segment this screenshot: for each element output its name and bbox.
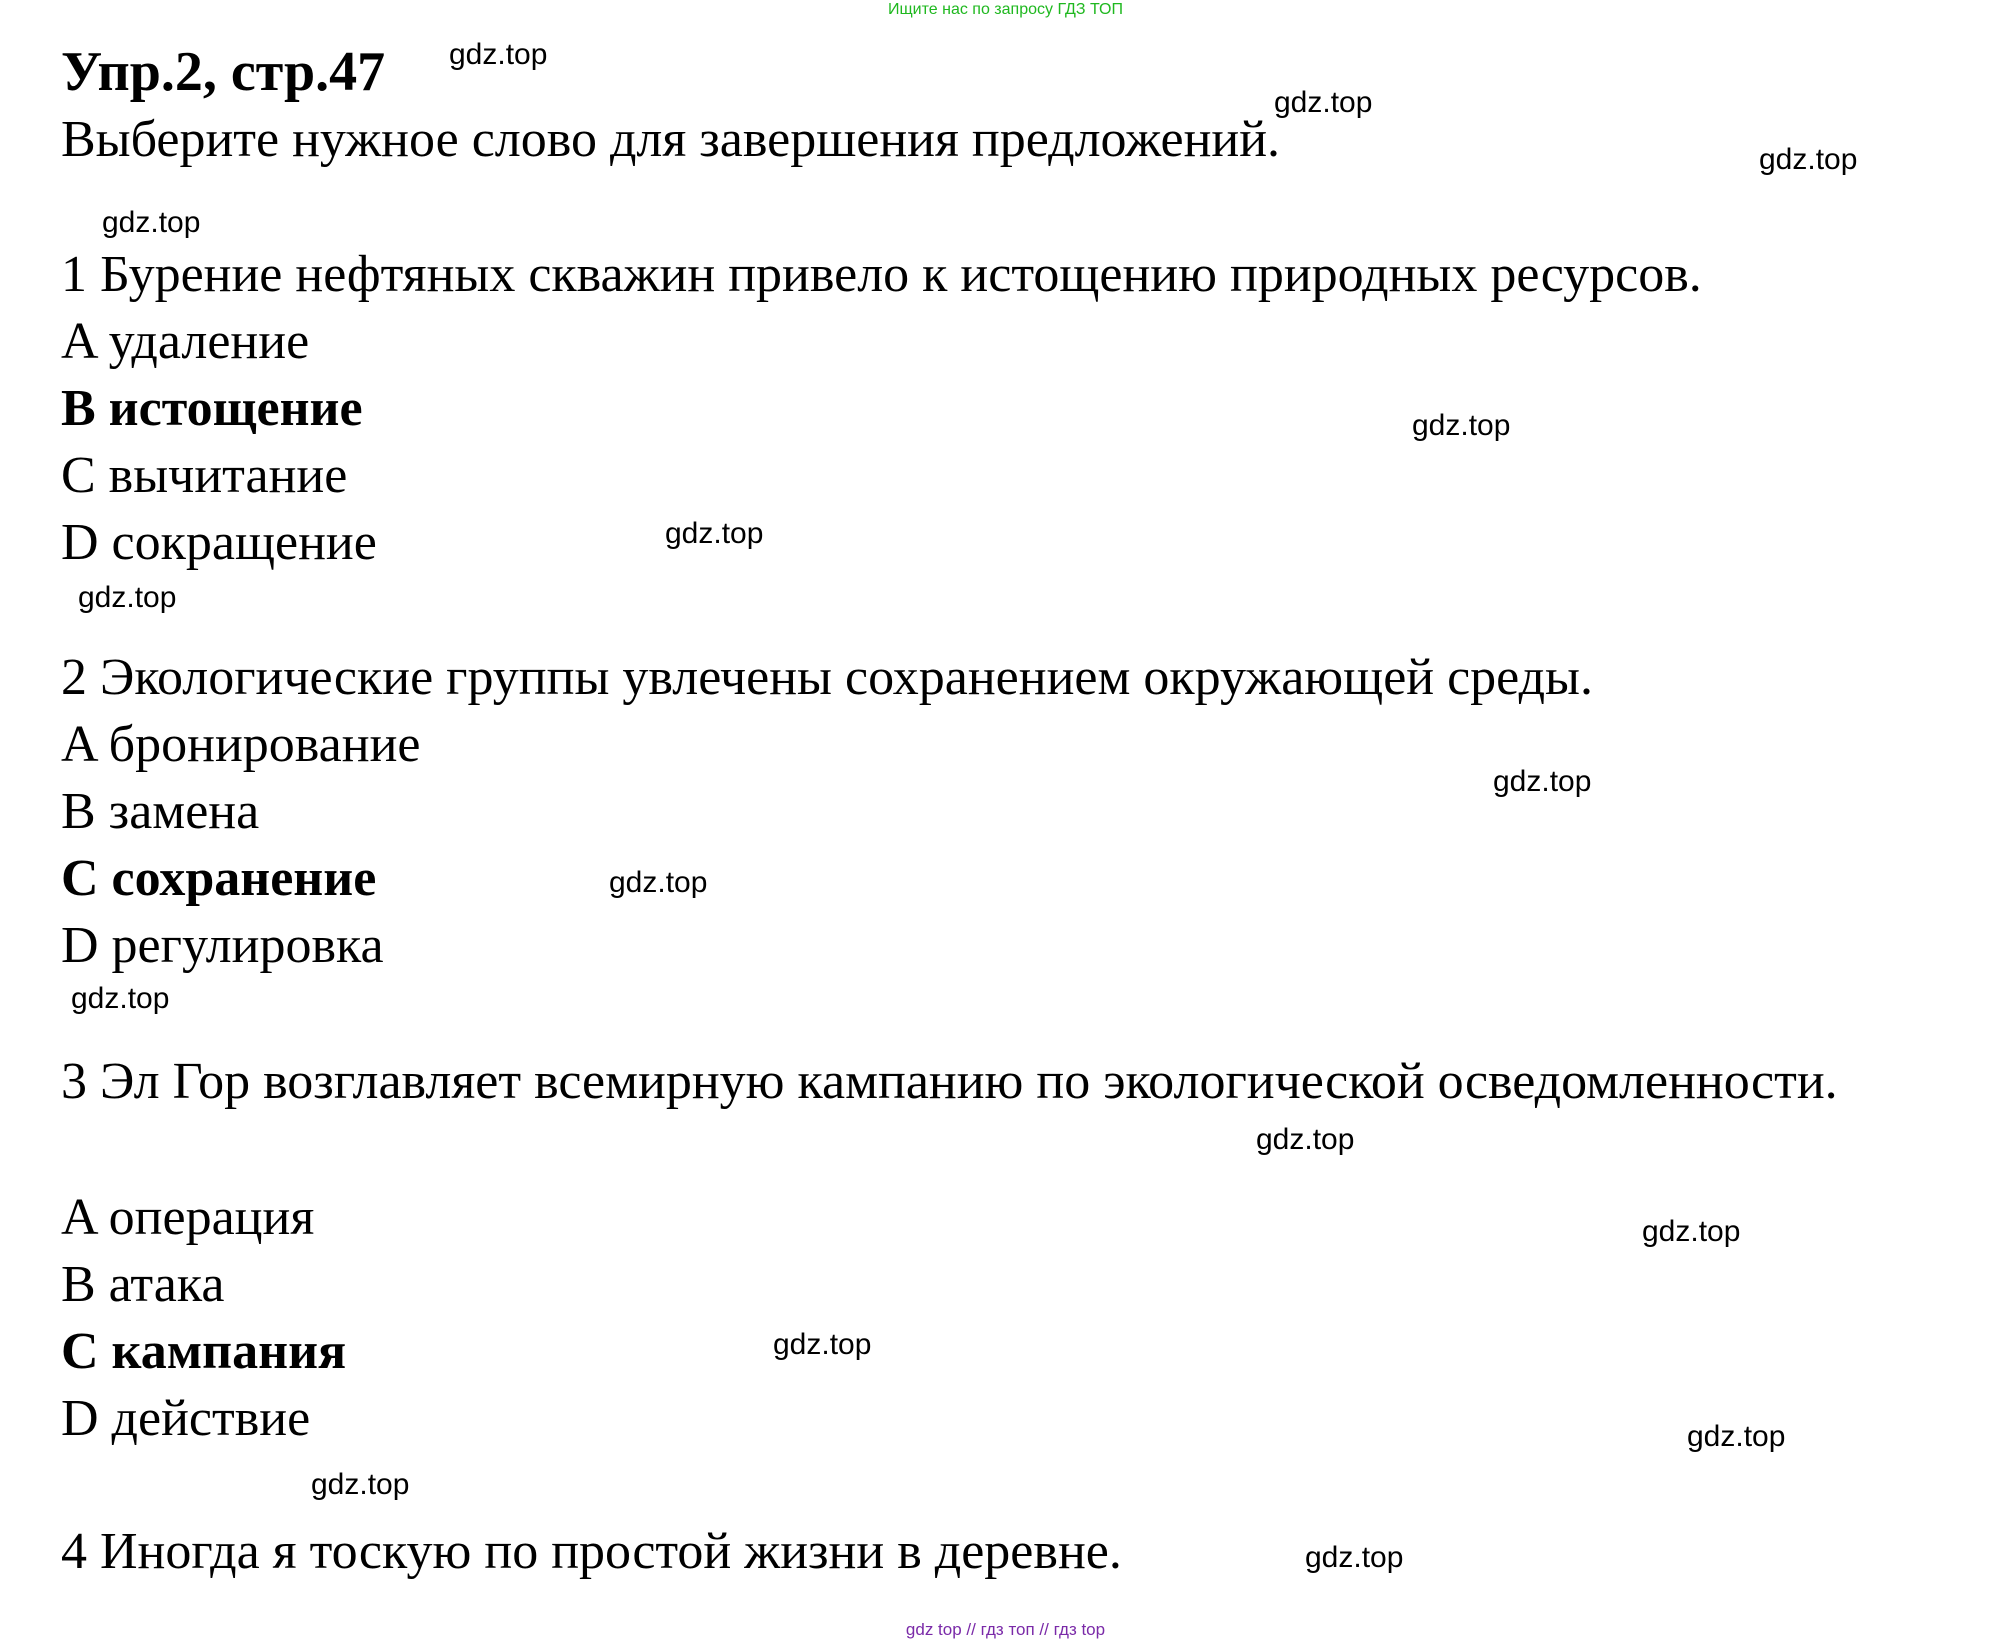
- question-2-sentence: 2 Экологические группы увлечены сохранением окружающей среды.: [61, 649, 1593, 706]
- watermark: gdz.top: [665, 517, 764, 550]
- question-1-sentence: 1 Бурение нефтяных скважин привело к истощению природных ресурсов.: [61, 246, 1702, 303]
- watermark: gdz.top: [1256, 1123, 1355, 1156]
- question-4-sentence: 4 Иногда я тоскую по простой жизни в деревне.: [61, 1523, 1122, 1580]
- top-banner: Ищите нас по запросу ГДЗ ТОП: [888, 1, 1123, 18]
- question-2-option-a: A бронирование: [61, 716, 421, 773]
- watermark: gdz.top: [449, 38, 548, 71]
- watermark: gdz.top: [1759, 143, 1858, 176]
- watermark: gdz.top: [609, 866, 708, 899]
- watermark: gdz.top: [71, 982, 170, 1015]
- question-1-option-d: D сокращение: [61, 514, 377, 571]
- question-3-sentence: 3 Эл Гор возглавляет всемирную кампанию по экологической осведомленности.: [61, 1053, 1838, 1110]
- watermark: gdz.top: [311, 1468, 410, 1501]
- question-3-option-a: A операция: [61, 1189, 315, 1246]
- question-1-option-a: A удаление: [61, 313, 310, 370]
- question-2-option-d: D регулировка: [61, 917, 384, 974]
- instruction-text: Выберите нужное слово для завершения предложений.: [61, 111, 1281, 168]
- watermark: gdz.top: [1412, 409, 1511, 442]
- question-3-option-d: D действие: [61, 1390, 311, 1447]
- footer-watermark: gdz top // гдз топ // гдз top: [905, 1620, 1106, 1639]
- question-2-option-b: B замена: [61, 783, 260, 840]
- watermark: gdz.top: [1687, 1420, 1786, 1453]
- watermark: gdz.top: [78, 581, 177, 614]
- watermark: gdz.top: [1642, 1215, 1741, 1248]
- question-1-option-b-answer: B истощение: [61, 380, 363, 437]
- question-3-option-b: B атака: [61, 1256, 225, 1313]
- question-1-option-c: C вычитание: [61, 447, 348, 504]
- watermark: gdz.top: [1305, 1541, 1404, 1574]
- watermark: gdz.top: [1274, 86, 1373, 119]
- question-3-option-c-answer: C кампания: [61, 1323, 347, 1380]
- watermark: gdz.top: [1493, 765, 1592, 798]
- exercise-title: Упр.2, стр.47: [61, 41, 386, 103]
- watermark: gdz.top: [773, 1328, 872, 1361]
- question-2-option-c-answer: C сохранение: [61, 850, 377, 907]
- watermark: gdz.top: [102, 206, 201, 239]
